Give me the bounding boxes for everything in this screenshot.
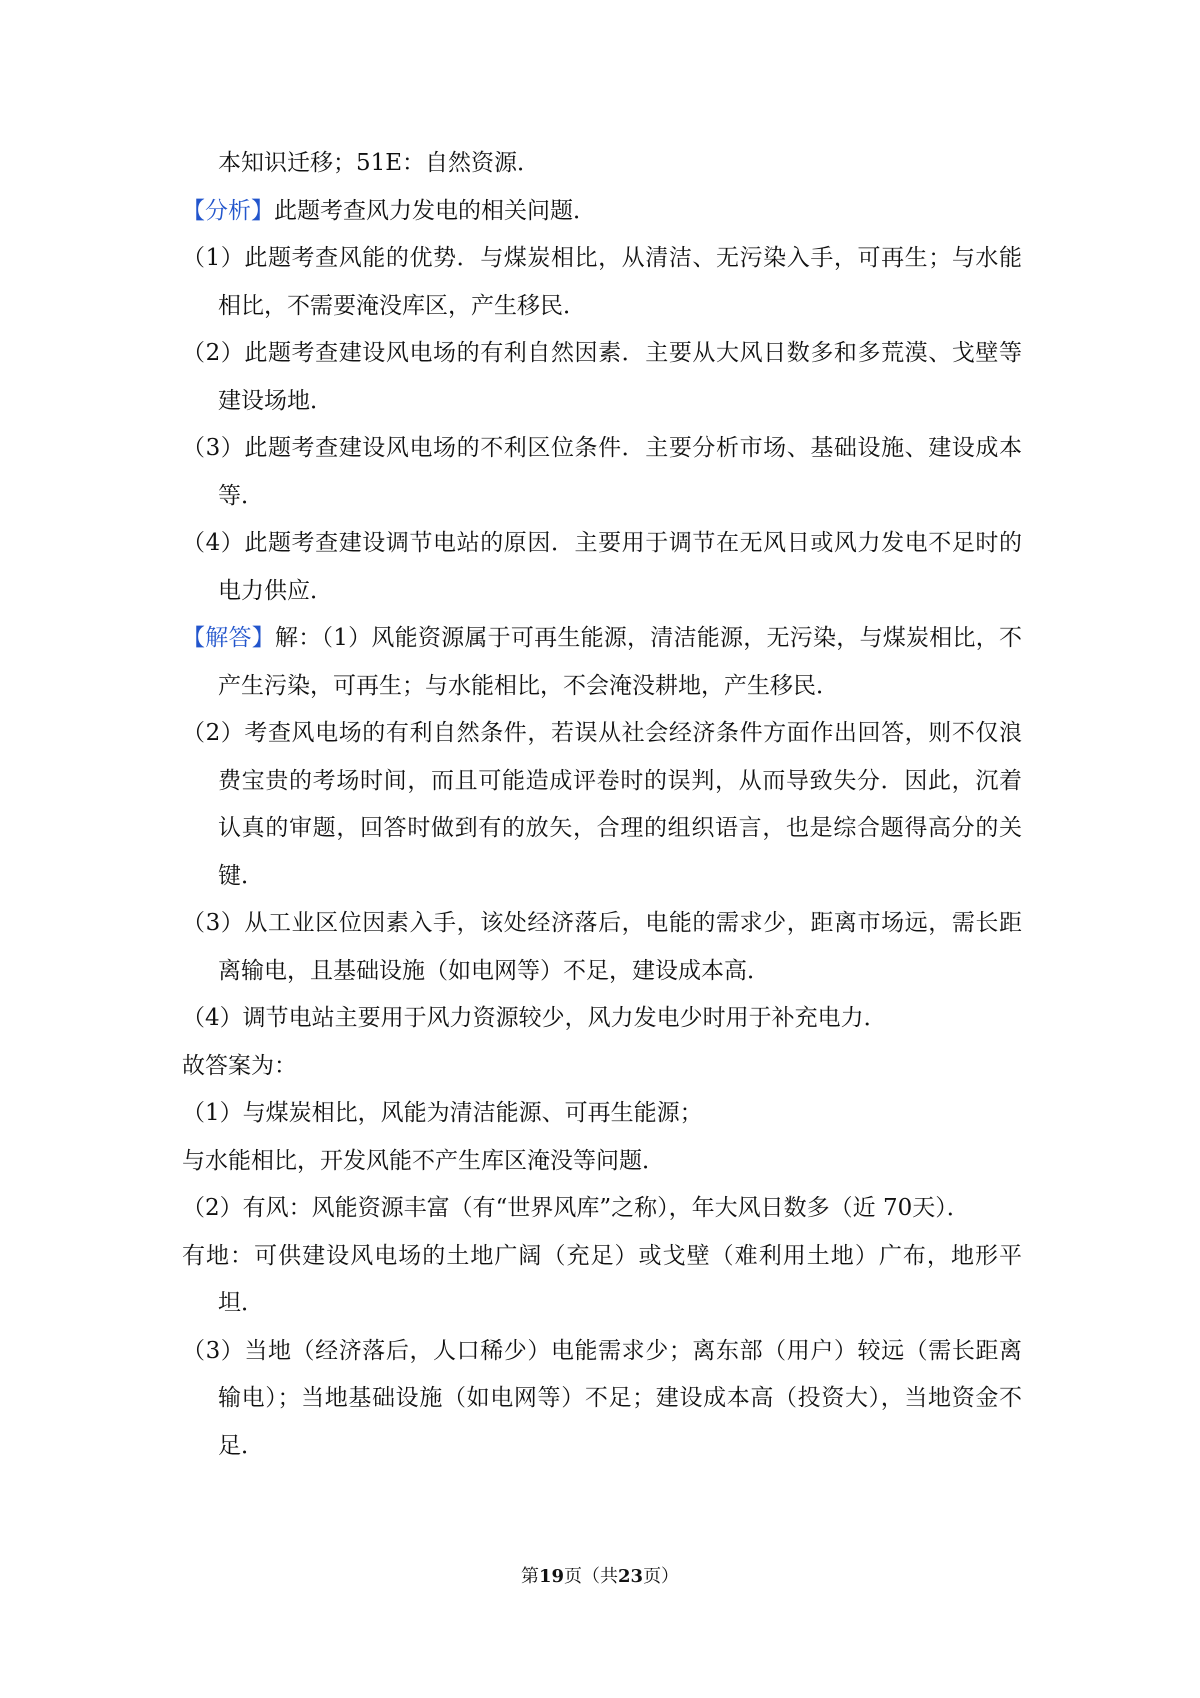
page-footer bbox=[0, 1562, 1200, 1588]
analysis-paragraph bbox=[182, 188, 1022, 236]
answer-tag: 【解答】 bbox=[182, 625, 275, 651]
analysis-item-3: （3）此题考查建设风电场的不利区位条件．主要分析市场、基础设施、建设成本等． bbox=[182, 435, 1022, 509]
footer-mid: 页（共 bbox=[564, 1566, 618, 1587]
document-body bbox=[182, 140, 1022, 1470]
answer-text: 解：（1）风能资源属于可再生能源，清洁能源，无污染，与煤炭相比，不产生污染，可再生；与水能相比，不会淹没耕地，产生移民． bbox=[218, 625, 1022, 699]
answer-paragraph bbox=[182, 615, 1022, 710]
conclusion-item-1b: 与水能相比，开发风能不产生库区淹没等问题． bbox=[182, 1147, 665, 1174]
conclusion-item-2b: 有地：可供建设风电场的土地广阔（充足）或戈壁（难利用土地）广布，地形平坦． bbox=[182, 1242, 1022, 1316]
conclusion-item-3: （3）当地（经济落后，人口稀少）电能需求少；离东部（用户）较远（需长距离输电）；当地基础设施（如电网等）不足；建设成本高（投资大），当地资金不足． bbox=[182, 1337, 1022, 1459]
conclusion-item-1: （1）与煤炭相比，风能为清洁能源、可再生能源； bbox=[182, 1100, 703, 1126]
footer-total-pages: 23 bbox=[618, 1566, 644, 1587]
footer-prefix: 第 bbox=[520, 1566, 539, 1587]
footer-page-number: 19 bbox=[538, 1566, 564, 1587]
text-line: 本知识迁移；51E：自然资源． bbox=[218, 150, 541, 176]
analysis-text: 此题考查风力发电的相关问题． bbox=[274, 197, 596, 224]
answer-item-4: （4）调节电站主要用于风力资源较少，风力发电少时用于补充电力． bbox=[182, 1005, 887, 1031]
analysis-item-2: （2）此题考查建设风电场的有利自然因素．主要从大风日数多和多荒漠、戈壁等建设场地． bbox=[182, 340, 1022, 414]
conclusion-item-2: （2）有风：风能资源丰富（有“世界风库”之称），年大风日数多（近 70天）． bbox=[182, 1195, 970, 1221]
analysis-tag: 【分析】 bbox=[182, 197, 274, 224]
analysis-item-4: （4）此题考查建设调节电站的原因．主要用于调节在无风日或风力发电不足时的电力供应． bbox=[182, 530, 1022, 604]
answer-item-2: （2）考查风电场的有利自然条件，若误从社会经济条件方面作出回答，则不仅浪费宝贵的考场时间，而且可能造成评卷时的误判，从而导致失分．因此，沉着认真的审题，回答时做到有的放矢，合理的组织语言，也是综合题得高分的关键． bbox=[182, 720, 1022, 889]
analysis-item-1: （1）此题考查风能的优势．与煤炭相比，从清洁、无污染入手，可再生；与水能相比，不需要淹没库区，产生移民． bbox=[182, 245, 1022, 319]
conclusion-heading: 故答案为： bbox=[182, 1052, 297, 1079]
answer-item-3: （3）从工业区位因素入手，该处经济落后，电能的需求少，距离市场远，需长距离输电，且基础设施（如电网等）不足，建设成本高． bbox=[182, 910, 1022, 984]
footer-suffix: 页） bbox=[643, 1566, 680, 1587]
